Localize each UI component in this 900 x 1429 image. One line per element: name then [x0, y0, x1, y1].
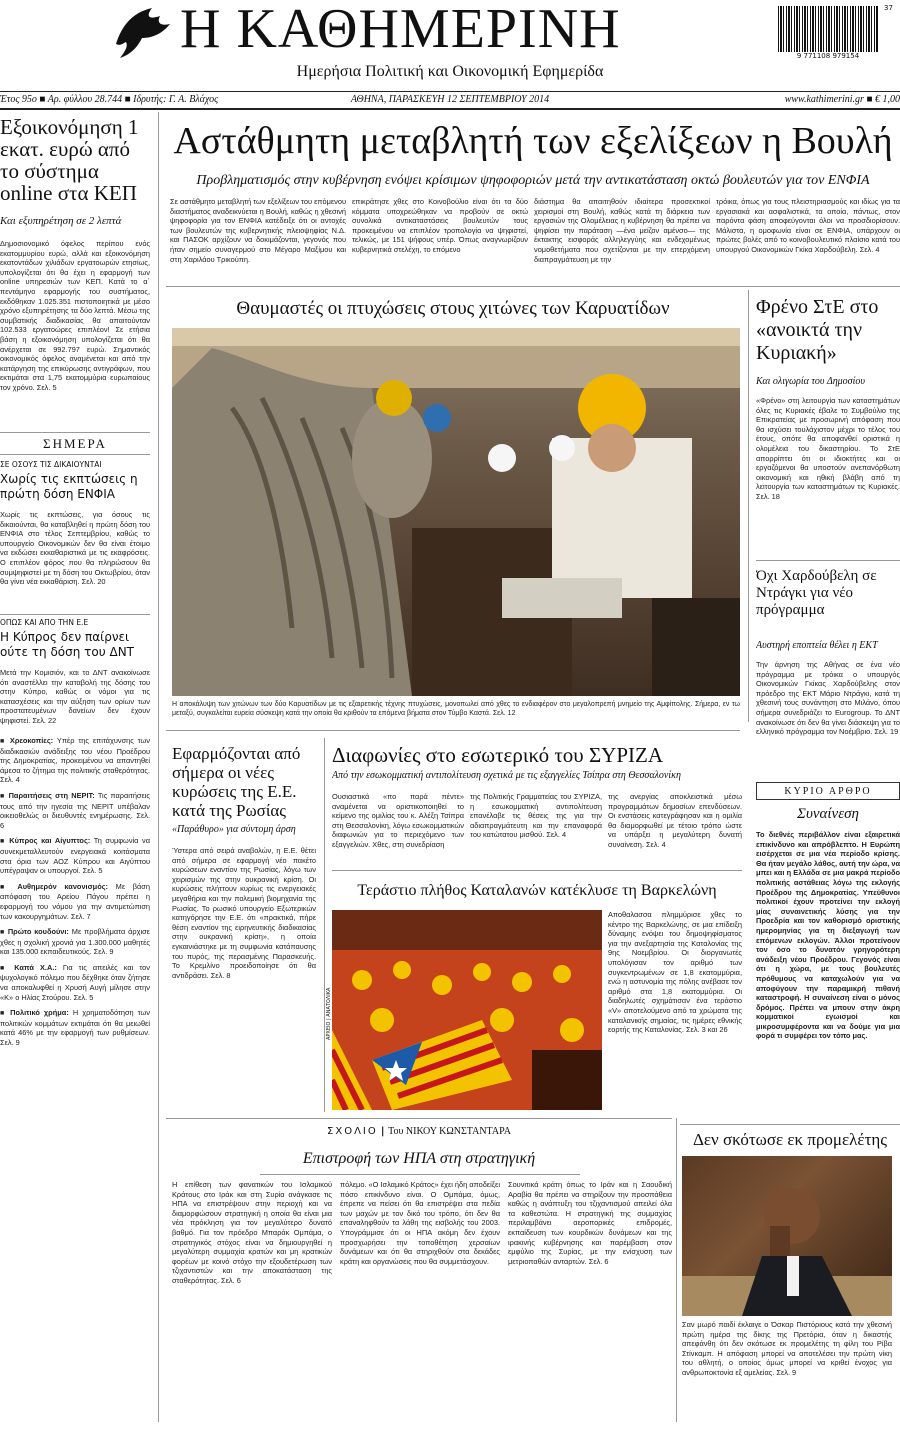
- barcode-number: 9 771108 979154: [796, 52, 860, 60]
- comment-body-col3: Σουνιτικά κράτη όπως το Ιράν και η Σαουδική Αραβία θα πρέπει να στηρίξουν την προσπάθεια καθώς η ανάπτυξη του τζιχαντισμού απειλεί όλα τα καθεστώτα. Η στρατηγική της συμμαχίας περιλαμβάνει αεροπορικές επιδρομές, εκπαίδευση των κουρδικών δυνάμεων και της ιρακινής κυβέρνησης και παρέμβαση στον εμφύλιο της Συρίας, με την ενίσχυση των μετριοπαθών ανταρτών. Σελ. 6: [508, 1180, 672, 1266]
- lead-headline: Εξοικονόμηση 1 εκατ. ευρώ από το σύστημα online στα ΚΕΠ: [0, 116, 139, 204]
- feature-caption: Η αποκάλυψη των χιτώνων των δύο Καρυατίδων με τις εξαιρετικής τέχνης πτυχώσεις, μονοπωλεί από χθες το ενδιαφέρον στο μεγαλοπρεπή μνημείο της Αμφίπολης. Σήμερα, εν τω μεταξύ, συγκαλείται ευρεία σύσκεψη κατά την οποία θα κριθούν τα επόμενα βήματα στον Τύμβο Καστά. Σελ. 12: [172, 701, 740, 717]
- sec2-label: ΟΠΩΣ ΚΑΙ ΑΠΟ ΤΗΝ Ε.Ε: [0, 618, 89, 627]
- a3-caption: Σαν μωρό παιδί έκλαιγε ο Όσκαρ Πιστόριους κατά την χθεσινή πρώτη ημέρα της δίκης της Πρετόρια, όταν η δικαστής απεφάνθη ότι δεν σκότωσε εκ προμελέτης τη φίλη του Ρίβα Στίνκαμπ. Η απόφαση μπορεί να αποτελέσει την πρώτη νίκη του αθλητή, ο οποίος όμως μπορεί να κριθεί ένοχος για ανθρωποκτονία εξ αμελείας. Σελ. 9: [682, 1320, 892, 1377]
- bird-logo-icon: [112, 4, 174, 62]
- brief-item: ■ Πρώτο κουδούνι: Με προβλήματα άρχισε χθες η σχολική χρονιά για 1.300.000 μαθητές και 135.000 εκπαιδευτικούς. Σελ. 9: [0, 927, 150, 957]
- a2-headline: Όχι Χαρδούβελη σε Ντράγκι για νέο πρόγραμμα: [756, 568, 877, 618]
- editorial-body: Το διεθνές περιβάλλον είναι εξαιρετικά επικίνδυνο και απρόβλεπτο. Η Ευρώπη εισέρχεται σε μια νέα περίοδο κρίσης. Θα ήταν μεγάλο λάθος, αυτή την ώρα, να μπει και η Ελλάδα σε μια μακρά περίοδο πολιτικής αστάθειας λόγω της εκλογής Προέδρου της Δημοκρατίας. Υπεύθυνοι πολιτικοί έχουν προτείνει την εκλογή μίας συναινετικής λύσης για την Προεδρία και τον καθορισμό οριστικής ημερομηνίας για τη διεξαγωγή των επόμενων εκλογών. Άλλοι προτείνουν τον όσο το δυνατόν γρηγορότερη ανάδειξη νέου Προέδρου. Γεγονός είναι ότι η χώρα, με τους βουλευτές πρόθυμους να καταχωλούν για να αποφύγουν την παραμικρή πιθανή καταστροφή. Η συναίνεση είναι ο μόνος δρόμος. Πρέπει να μπουν στην άκρη κομματικοί εγωισμοί και μικροσυμφέροντα και να δούμε για μια φορά τι συμφέρει τον τόπο μας.: [756, 830, 900, 1041]
- masthead-title: Η ΚΑΘΗΜΕΡΙΝΗ: [180, 0, 621, 60]
- brief-item: ■ Αυθημερόν κανονισμός: Με βάση απόφαση του Αρείου Πάγου πρέπει η εφαρμογή του νόμου για την αντιμετώπιση των κακουργημάτων. Σελ. 7: [0, 882, 150, 921]
- brief-item: ■ Παραιτήσεις στη ΝΕΡΙΤ: Τις παραιτήσεις τους από την ηγεσία της ΝΕΡΙΤ υπέβαλαν οικειοθελώς οι διευθυντές ενημέρωσης. Σελ. 6: [0, 791, 150, 830]
- briefs-list: [0, 736, 150, 1422]
- comment-label: ΣΧΟΛΙΟ: [327, 1126, 378, 1137]
- a3-headline: Δεν σκότωσε εκ προμελέτης: [692, 1130, 888, 1149]
- barcelona-body: Αποθαλασσα πλημμύρισε χθες το κέντρο της Βαρκελώνης, σε μια επίδειξη δύναμης ενόψει του δημοψηφίσματος για την ανεξαρτησία της Καταλονίας της 9ης Νοεμβρίου. Οι διοργανωτές υπολόγισαν τον αριθμό των συγκεντρωμένων σε 1,8 εκατομμύρια, ενώ η αστυνομία της πόλης ανέβασε τον αριθμό στα 1,8 εκατομμύρια. Οι διαδηλωτές σχημάτισαν ένα τεράστιο «V» αποτελούμενο από τα χρώματα της καταλανικής σημαίας, τις ημέρες εθνικής εορτής της Καταλονίας. Σελ. 3 και 26: [608, 910, 742, 1035]
- main-body-col3: διάστημα θα απαιτηθούν ιδιαίτερα προσεκτικοί χειρισμοί στη Βουλή, καθώς κατά τη διάρκεια των εργασιών της Ολομέλειας η κυβέρνηση θα πρέπει να ψηφίσει την παράταση —ένα μείζον αμένσο— της έκτακτης εισφοράς αλληλεγγύης και ενδεχομένως νομοθετήματα που σχετίζονται με την επερχόμενη διαπραγμάτευση με την: [534, 197, 710, 264]
- lead-deck: Και εξυπηρέτηση σε 2 λεπτά: [0, 215, 122, 227]
- comment-header: ΣΧΟΛΙΟ | Του ΝΙΚΟΥ ΚΩΝΣΤΑΝΤΑΡΑ: [327, 1126, 511, 1137]
- russia-deck: «Παράθυρο» για σύντομη άρση: [172, 824, 296, 835]
- sec2-headline: Η Κύπρος δεν παίρνει ούτε τη δόση του ΔΝΤ: [0, 630, 135, 659]
- editorial-label: ΚΥΡΙΟ ΑΡΘΡΟ: [756, 782, 900, 800]
- sec2-body: Μετά την Κομισιόν, και το ΔΝΤ ανακοίνωσε ότι αναστέλλει την καταβολή της δόσης του στην Κύπρο, καθώς οι νόμοι για τις κατασχέσεις και την αύξηση των ορίων των προστατευμένων δανείων δεν έχουν ψηφιστεί. Σελ. 22: [0, 668, 150, 725]
- a1-headline: Φρένο ΣτΕ στο «ανοικτά την Κυριακή»: [756, 296, 879, 364]
- main-body-col1: Σε αστάθμητο μεταβλητή των εξελίξεων του επόμενου διαστήματος αναδεικνύεται η Βουλή, καθώς η χθεσινή ψηφοφορία για τον ΕΝΦΙΑ κατέδειξε ότι οι αντοχές των βουλευτών της κυβερνητικής πλειοψηφίας Ν.Δ. και ΠΑΣΟΚ αρχίζουν να δοκιμάζονται, γεγονός που ήταν σημείο συναγερμού στο Μέγαρο Μαξίμου και στη Χαριλάου Τρικούπη.: [170, 197, 346, 264]
- meta-right: www.kathimerini.gr ■ € 1,00: [784, 94, 900, 105]
- a2-deck: Αυστηρή εποπτεία θέλει η ΕΚΤ: [756, 640, 878, 651]
- comment-body-col2: πόλεμο. «Ο Ισλαμικό Κράτος» έχει ήδη αποδείξει πόσο επικίνδυνο είναι. Ο Ομπάμα, όμως, έπρεπε να πείσει ότι θα επιστρέψει στα πεδία των μαχών με τον δικό του τρόπο, ότι δεν θα επαναληφθούν τα λάθη της εισβολής του 2003. Υπογράμμισε ότι οι ΗΠΑ ακόμη δεν έχουν προσχωρήσει την τοποθέτηση χερσαίων δυνάμεων και ότι θα στηριχθούν στα δεκάδες κράτη και οργανώσεις που θα συμμετάσχουν.: [340, 1180, 500, 1266]
- meta-left: Έτος 95ο ■ Αρ. φύλλου 28.744 ■ Ιδρυτής: Γ. Α. Βλάχος: [0, 94, 219, 105]
- masthead-subtitle: Ημερήσια Πολιτική και Οικονομική Εφημερίδα: [296, 63, 604, 80]
- comment-body-col1: Η επίθεση των φανατικών του Ισλαμικού Κράτους στο Ιράκ και στη Συρία ανάγκασε τις ΗΠΑ να επιστρέψουν στην περιοχή και να διαμορφώσουν στρατηγική η οποία θα είναι μια νέα πρόκληση για τον μεγαλύτερο δυνατό βαθμό. Για τον πρόεδρο Μπαράκ Ομπάμα, ο στρατηγικός στόχος είναι να δημιουργηθεί η μεγαλύτερη συμμαχία κρατών και μη κρατικών φορέων με κοινό στόχο την εξουδετέρωση των τζιχαντιστών και την αποκατάσταση της σταθερότητας. Σελ. 6: [172, 1180, 332, 1285]
- syriza-body-col1: Ουσιαστικά «πο παρά πέντε» αναμένεται να οριστικοποιηθεί το κείμενο της ομιλίας του κ. Αλέξη Τσίπρα στη Θεσσαλονίκη, λόγω εσωκομματικών διαφωνιών για το περιεχόμενο των εξαγγελιών. Χθες, στη συνεδρίαση: [332, 792, 464, 849]
- syriza-body-col2: της Πολιτικής Γραμματείας του ΣΥΡΙΖΑ, η εσωκομματική αντιπολίτευση επανέλαβε τις θέσεις της για την αδιαπραγμάτευτη και την επαναφορά του κατώτατου μισθού. Σελ. 4: [470, 792, 602, 840]
- barcelona-photo-credit: ΑΡΧΕΙΟ | ΑΝΑΤΟΛΙΚΑ: [326, 987, 332, 1040]
- brief-item: ■ Χρεοκοπίες: Υπέρ της επιτάχυνσης των διαδικασιών ανάδειξης του νέου Προέδρου της Δημοκρατίας, προκειμένου να απαντηθεί άμεσα το ζήτημα της πολιτικής σταθερότητας. Σελ. 4: [0, 736, 150, 785]
- syriza-body-col3: της ανεργίας αποκλειστικά μέσω προγραμμάτων δημοσίων επενδύσεων. Οι ενστάσεις κατεγράφησαν και η ομιλία θα διαμορφωθεί με τέτοιο τρόπο ώστε να υπάρξει η μεγαλύτερη δυνατή συναίνεση. Σελ. 4: [608, 792, 742, 849]
- editorial-title: Συναίνεση: [797, 806, 859, 822]
- a1-body: «Φρένο» στη λειτουργία των καταστημάτων όλες τις Κυριακές έβαλε το Συμβούλιο της Επικρατείας με προσωρινή απόφαση που θα ισχύσει τουλάχιστον μέχρι το τέλος του έτους, οπότε θα αποφανθεί οριστικά η ολομέλεια του δικαστηρίου. Το ΣτΕ απορρίπτει ότι οι ιδιοκτήτες και οι εργαζόμενοι θα υποστούν ανεπανόρθωτη οικονομική και ηθική βλάβη από τη λειτουργία των καταστημάτων τις Κυριακές. Σελ. 18: [756, 396, 900, 501]
- pistorius-photo: [682, 1156, 892, 1316]
- a1-deck: Και ολιγωρία του Δημοσίου: [756, 376, 865, 387]
- sec1-headline: Χωρίς τις εκπτώσεις η πρώτη δόση ΕΝΦΙΑ: [0, 472, 138, 501]
- caryatid-photo: [172, 328, 740, 696]
- russia-body: Ύστερα από σειρά αναβολών, η Ε.Ε. θέτει από σήμερα σε εφαρμογή νέο πακέτο κυρώσεων εναντίον της Ρωσίας, λόγω των χειρισμών της στην ουκρανική κρίση. Οι κυρώσεις πλήττουν κυρίως τις ενεργειακές μεγαθήρια και την πολεμική βιομηχανία της Ρωσίας. Το ρωσικό υπουργείο Εξωτερικών κατηγόρησε την Ε.Ε. ότι «πρακτικά, πήρε θέση εναντίον της ειρηνευτικής διαδικασίας στην ουκρανική κρίση», η οποία εγκαινιάστηκε με τη συμφωνία κατάπαυσης του πυρός, της περασμένης Παρασκευής. Το Κρεμλίνο προειδοποίησε ότι θα αντιδράσει. Σελ. 8: [172, 846, 316, 980]
- comment-title: Επιστροφή των ΗΠΑ στη στρατηγική: [302, 1150, 536, 1167]
- lead-body: Δημοσιονομικό όφελος περίπου ενός εκατομμυρίου ευρώ, αλλά και εξοικονόμηση εκατοντάδων χιλιάδων εργατοωρών ετησίως, υπολογίζεται ότι θα έχει η εφαρμογή των online υπηρεσιών των ΚΕΠ. Κατά το α΄ πεντάμηνο εφαρμογής του συστήματος, εκδόθηκαν 1.025.351 πιστοποιητικά με μέσο χρόνο εξυπηρέτησης τα δύο λεπτά. Μέσω της συμβατικής διαδικασίας θα απαιτούνταν 102.533 εργατοώρες επιπλέον! Σε ετήσια βάση η εξοικονόμηση υπολογίζεται ότι θα ανέρχεται σε 992.797 ευρώ. Σημαντικός οικονομικός όφελος αναμένεται και από την κατάργηση της επικύρωσης αντιγράφων, που εκτιμάται στα 1,75 εκατομμύρια ευρωπαίους τον χρόνο. Σελ. 5: [0, 239, 150, 392]
- barcode: [778, 6, 878, 52]
- syriza-deck: Από την εσωκομματική αντιπολίτευση σχετικά με τις εξαγγελίες Τσίπρα στη Θεσσαλονίκη: [332, 770, 681, 781]
- main-headline: Αστάθμητη μεταβλητή των εξελίξεων η Βουλή: [173, 120, 893, 162]
- main-body-col4: τρόικα, όπως για τους πλειστηριασμούς και ιδίως για τα εργασιακά και ασφαλιστικά, τα οποία, πάντως, στον παρόντα φάση αποφεύγονται όλοι να προσδιορίσουν. Μάλιστα, η ομοφωνία είναι σε ΕΝΦΙΑ, υπάρχουν οι πρώτες βολές από το κοινοβουλευτικό πλαίσιο κατά του υπουργού Οικονομικών Γκίκα Χαρδούβελη. Σελ. 4: [716, 197, 900, 254]
- brief-item: ■ Κύπρος και Αίγυπτος: Τη συμφωνία να συνεκμεταλλευτούν ενεργειακά κοιτάσματα στα όρια των ΑΟΖ Κύπρου και Αιγύπτου υπέγραψαν οι υπουργοί. Σελ. 5: [0, 836, 150, 875]
- feature-headline: Θαυμαστές οι πτυχώσεις στους χιτώνες των Καρυατίδων: [236, 298, 670, 319]
- a2-body: Την άρνηση της Αθήνας σε ένα νέο πρόγραμμα με τρόικα ο υπουργός Οικονομικών Γκίκας Χαρδούβελης στον πρόεδρο της ΕΚΤ Μάριο Ντράγκι, κατά τη χθεσινή τους συνάντηση στο Μιλάνο, όπου σήμερα συνεδριάζει το Eurogroup. Το ΔΝΤ ανακοίνωσε ότι δεν θα γίνει διάσκεψη για το ελληνικό πρόγραμμα τον Νοέμβριο. Σελ. 19: [756, 660, 900, 737]
- sec1-label: ΣΕ ΟΣΟΥΣ ΤΙΣ ΔΙΚΑΙΟΥΝΤΑΙ: [0, 460, 102, 469]
- syriza-headline: Διαφωνίες στο εσωτερικό του ΣΥΡΙΖΑ: [332, 743, 663, 767]
- barcelona-headline: Τεράστιο πλήθος Καταλανών κατέκλυσε τη Βαρκελώνη: [357, 882, 717, 899]
- today-label: ΣΗΜΕΡΑ: [43, 436, 107, 451]
- sec1-body: Χωρίς τις εκπτώσεις, για όσους τις δικαιούνται, θα καταβληθεί η πρώτη δόση του ΕΝΦΙΑ στο τέλος Σεπτεμβρίου, καθώς το υπουργείο Οικονομικών δεν θα είναι έτοιμο να εκδώσει εκκαθαριστικά με τις εκαφρόσεις. Ο επιπλέον φόρος που θα πληρώσουν θα συμψηφιστεί με τη δόση του Οκτωβρίου, όταν θα γίνει νέα εκκαθάριση. Σελ. 20: [0, 510, 150, 587]
- editorial-box: [756, 782, 900, 1082]
- brief-item: ■ Πολιτικό χρήμα: Η χρηματοδότηση των πολιτικών κομμάτων εκτιμάται ότι θα μειωθεί κατά 46% με την εφαρμογή των ρυθμίσεων. Σελ. 9: [0, 1008, 150, 1047]
- main-deck: Προβληματισμός στην κυβέρνηση ενόψει κρίσιμων ψηφοφοριών μετά την αντικατάσταση οκτώ βουλευτών για τον ΕΝΦΙΑ: [196, 173, 870, 188]
- comment-author: Του ΝΙΚΟΥ ΚΩΝΣΤΑΝΤΑΡΑ: [388, 1126, 511, 1137]
- meta-date: ΑΘΗΝΑ, ΠΑΡΑΣΚΕΥΗ 12 ΣΕΠΤΕΜΒΡΙΟΥ 2014: [350, 94, 550, 105]
- brief-item: ■ Καπά Χ.Α.: Για τις απειλές και τον ψυχολογικό πόλεμο που δέχθηκε όταν ζήτησε να αποκαλυφθεί η Χρυσή Αυγή μίλησε στην «Κ» ο Ηλίας Στούρου. Σελ. 5: [0, 963, 150, 1002]
- left-column: [0, 112, 152, 1422]
- edition-code: 37: [884, 4, 893, 12]
- main-body-col2: επικράτησε χθες στο Κοινοβούλιο είναι ότι τα δύο κόμματα υποχρεώθηκαν να προβούν σε οκτώ συνολικά αντικαταστάσεις βουλευτών τους προκειμένου να επιπλέον τροπολογία να ψηφιστεί, τελικώς, με 151 ψήφους υπέρ. Όπως αναγνωρίζουν κυβερνητικά στελέχη, το επόμενο: [352, 197, 528, 254]
- russia-headline: Εφαρμόζονται από σήμερα οι νέες κυρώσεις της Ε.Ε. κατά της Ρωσίας: [172, 744, 301, 820]
- masthead: [0, 0, 900, 92]
- barcelona-photo: [332, 910, 602, 1110]
